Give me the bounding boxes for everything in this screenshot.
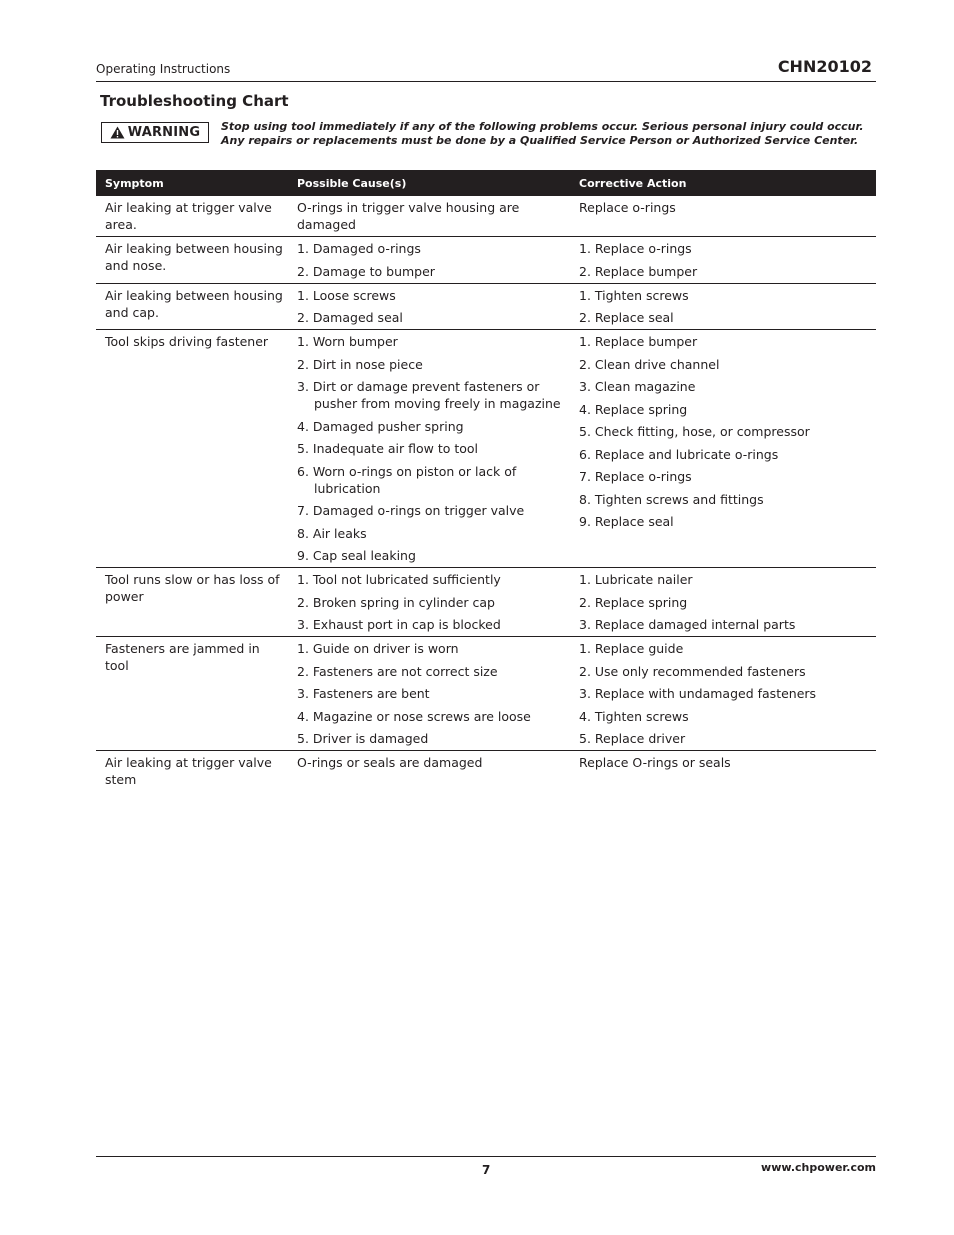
model-number: CHN20102 [777, 57, 872, 76]
action-item: 1. Replace guide [579, 641, 684, 656]
column-header-action: Corrective Action [570, 170, 876, 196]
cause-item: 4. Magazine or nose screws are loose [297, 708, 531, 724]
warning-message [221, 120, 876, 148]
cause-cell [288, 196, 570, 237]
action-item: 4. Replace spring [579, 401, 688, 417]
action-item: 5. Replace driver [579, 731, 686, 746]
cause-item: 5. Inadequate air flow to tool [297, 441, 479, 456]
cause-item: 8. Air leaks [297, 525, 367, 541]
symptom-cell: Fasteners are jammed in tool [96, 637, 288, 751]
action-cell [570, 568, 876, 637]
cause-item: 2. Damage to bumper [297, 263, 435, 279]
cause-item: 2. Broken spring in cylinder cap [297, 594, 495, 610]
symptom-cell: Air leaking at trigger valve stem [105, 755, 272, 787]
page-header [96, 56, 876, 82]
action-item: 1. Lubricate nailer [579, 572, 693, 587]
action-item: 9. Replace seal [579, 514, 674, 529]
action-item: 5. Check fitting, hose, or compressor [579, 424, 810, 439]
action-item: 2. Clean drive channel [579, 356, 720, 372]
action-item: 4. Tighten screws [579, 708, 689, 724]
cause-item: 2. Damaged seal [297, 310, 403, 325]
action-item: 3. Clean magazine [579, 379, 696, 394]
cause-item: O-rings in trigger valve housing are damaged [297, 200, 520, 232]
website-url: www.chpower.com [761, 1161, 876, 1174]
cause-item: O-rings or seals are damaged [297, 755, 483, 770]
action-cell [570, 637, 876, 751]
action-cell [570, 283, 876, 330]
table-header-row [96, 170, 876, 196]
column-header-symptom: Symptom [96, 170, 288, 196]
column-header-cause: Possible Cause(s) [288, 170, 570, 196]
action-item: 2. Replace spring [579, 594, 688, 610]
cause-cell [288, 283, 570, 330]
cause-cell [288, 637, 570, 751]
warning-triangle-icon [110, 126, 125, 139]
action-item: 7. Replace o-rings [579, 469, 692, 484]
symptom-cell: Air leaking between housing and cap. [96, 283, 288, 330]
cause-item: 4. Damaged pusher spring [297, 418, 464, 434]
warning-badge [101, 122, 209, 143]
action-item: 8. Tighten screws and fittings [579, 491, 764, 507]
cause-item: 1. Guide on driver is worn [297, 641, 459, 656]
cause-item: 6. Worn o-rings on piston or lack of lubrication [297, 463, 517, 496]
action-item: 2. Use only recommended fasteners [579, 663, 806, 679]
cause-item: 1. Tool not lubricated sufficiently [297, 572, 501, 587]
symptom-cell: Air leaking at trigger valve area. [96, 196, 288, 237]
action-cell [570, 330, 876, 568]
table-row [96, 196, 876, 237]
cause-cell [288, 330, 570, 568]
troubleshooting-table [96, 170, 876, 791]
cause-cell [288, 751, 570, 792]
cause-cell [288, 568, 570, 637]
action-item: 2. Replace bumper [579, 263, 698, 279]
symptom-cell: Tool skips driving fastener [96, 330, 288, 568]
cause-item: 3. Dirt or damage prevent fasteners or pusher from moving freely in magazine [297, 379, 561, 411]
page-footer [96, 1156, 876, 1177]
action-item: Replace O-rings or seals [579, 755, 731, 770]
action-item: Replace o-rings [579, 200, 676, 215]
action-cell [570, 751, 876, 792]
table-row [96, 637, 876, 751]
cause-item: 1. Damaged o-rings [297, 241, 421, 256]
cause-item: 1. Loose screws [297, 287, 396, 303]
table-row [96, 283, 876, 330]
action-cell [570, 237, 876, 284]
cause-item: 2. Fasteners are not correct size [297, 663, 498, 679]
cause-item: 7. Damaged o-rings on trigger valve [297, 503, 525, 518]
cause-item: 5. Driver is damaged [297, 731, 429, 746]
warning-line-2: Any repairs or replacements must be done by a Qualified Service Person or Authorized Service Center. [221, 134, 859, 147]
page-title: Troubleshooting Chart [100, 92, 289, 110]
action-item: 3. Replace with undamaged fasteners [579, 686, 817, 701]
action-item: 1. Replace bumper [579, 334, 698, 349]
action-item: 1. Replace o-rings [579, 241, 692, 256]
symptom-cell: Tool runs slow or has loss of power [96, 568, 288, 637]
warning-label: WARNING [127, 125, 201, 140]
table-body [96, 196, 876, 791]
action-item: 3. Replace damaged internal parts [579, 617, 796, 632]
cause-item: 9. Cap seal leaking [297, 548, 416, 563]
action-item: 1. Tighten screws [579, 287, 689, 303]
table-row [96, 751, 876, 792]
cause-item: 1. Worn bumper [297, 334, 398, 349]
section-label: Operating Instructions [96, 62, 231, 76]
table-row [96, 568, 876, 637]
table-row [96, 330, 876, 568]
cause-item: 3. Fasteners are bent [297, 686, 430, 701]
cause-item: 2. Dirt in nose piece [297, 356, 423, 372]
table-row [96, 237, 876, 284]
action-item: 2. Replace seal [579, 310, 674, 325]
cause-item: 3. Exhaust port in cap is blocked [297, 617, 501, 632]
action-item: 6. Replace and lubricate o-rings [579, 446, 779, 462]
warning-line-1: Stop using tool immediately if any of the following problems occur. Serious personal injury could occur. [221, 120, 864, 133]
page-number: 7 [482, 1163, 491, 1177]
action-cell [570, 196, 876, 237]
cause-cell [288, 237, 570, 284]
symptom-cell: Air leaking between housing and nose. [96, 237, 288, 284]
